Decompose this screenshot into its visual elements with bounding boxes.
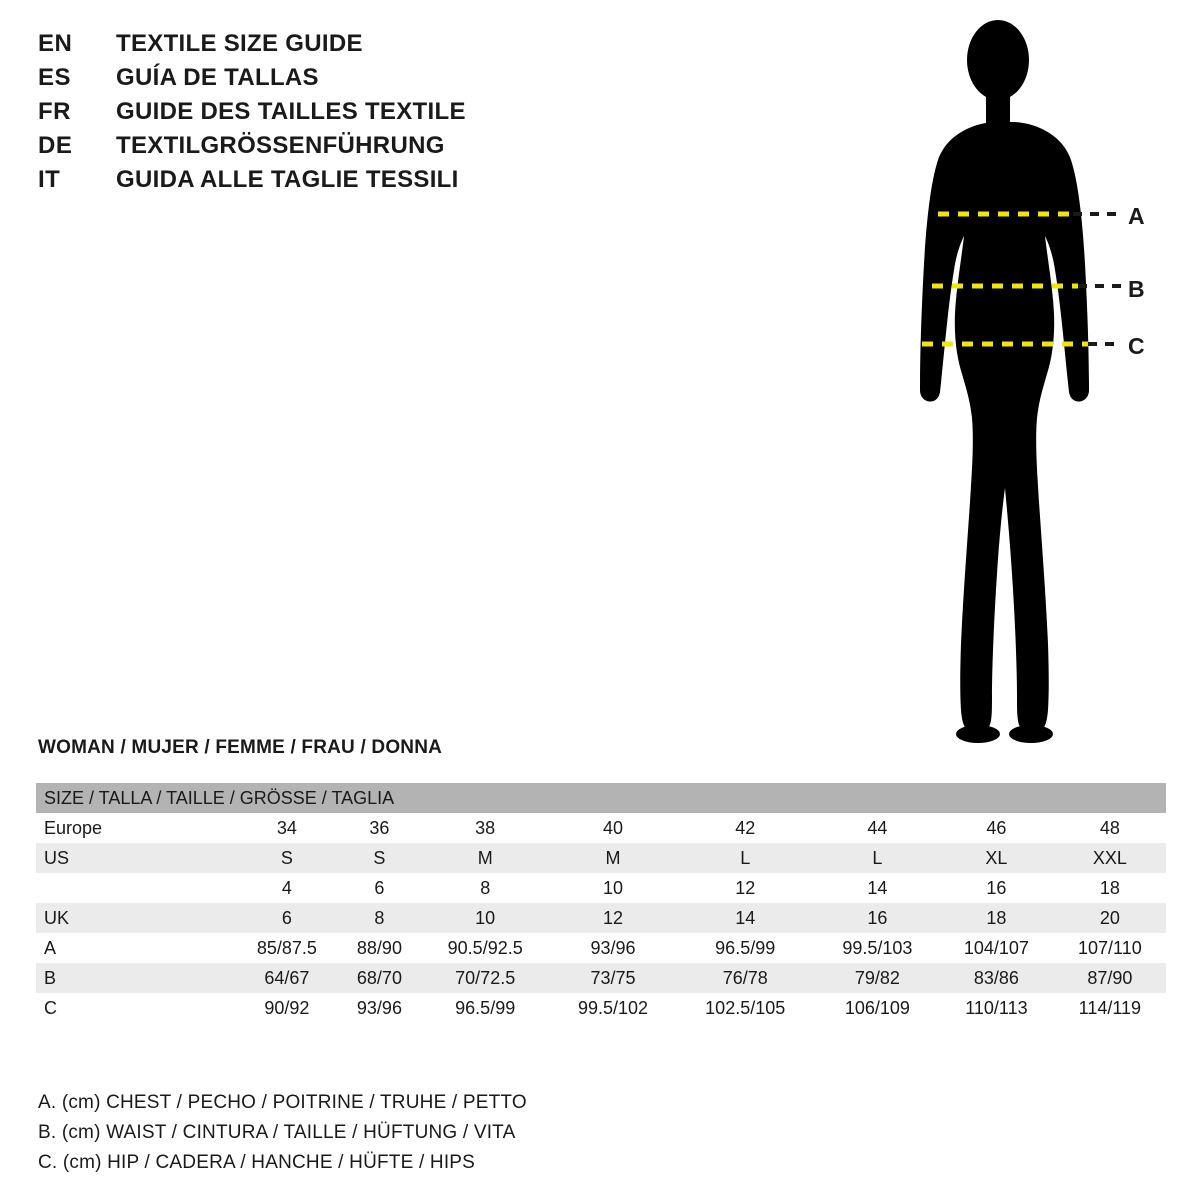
row-label-c: C (36, 993, 234, 1023)
table-cell: XL (939, 843, 1054, 873)
table-cell: 14 (675, 903, 816, 933)
table-cell: 4 (234, 873, 340, 903)
table-header-label: SIZE / TALLA / TAILLE / GRÖSSE / TAGLIA (36, 783, 1166, 813)
table-cell: M (419, 843, 551, 873)
table-cell: 87/90 (1054, 963, 1166, 993)
table-cell: 36 (340, 813, 419, 843)
table-row (36, 843, 1166, 873)
table-cell: 76/78 (675, 963, 816, 993)
title-row (38, 132, 658, 166)
table-cell: XXL (1054, 843, 1166, 873)
table-cell: 114/119 (1054, 993, 1166, 1023)
female-silhouette-icon (860, 18, 1190, 748)
table-cell: 44 (816, 813, 939, 843)
table-cell: L (816, 843, 939, 873)
table-cell: 40 (551, 813, 674, 843)
title-row (38, 64, 658, 98)
table-cell: 8 (419, 873, 551, 903)
table-cell: 68/70 (340, 963, 419, 993)
table-cell: 85/87.5 (234, 933, 340, 963)
table-cell: 70/72.5 (419, 963, 551, 993)
row-label-us-numeric (36, 873, 234, 903)
title-row (38, 30, 658, 64)
section-heading-woman: WOMAN / MUJER / FEMME / FRAU / DONNA (38, 737, 443, 758)
table-row (36, 873, 1166, 903)
table-cell: 79/82 (816, 963, 939, 993)
title-lang-it: IT (38, 166, 61, 193)
marker-label-b: B (1128, 276, 1145, 302)
table-cell: 107/110 (1054, 933, 1166, 963)
table-cell: 90/92 (234, 993, 340, 1023)
table-cell: 16 (816, 903, 939, 933)
title-text-en: TEXTILE SIZE GUIDE (116, 30, 363, 57)
footnotes (38, 1088, 527, 1178)
row-label-us: US (36, 843, 234, 873)
table-cell: 38 (419, 813, 551, 843)
table-cell: M (551, 843, 674, 873)
title-lang-de: DE (38, 132, 73, 159)
row-label-b: B (36, 963, 234, 993)
title-block (38, 30, 658, 200)
table-cell: 99.5/103 (816, 933, 939, 963)
table-cell: 96.5/99 (419, 993, 551, 1023)
table-cell: 83/86 (939, 963, 1054, 993)
table-cell: 20 (1054, 903, 1166, 933)
table-cell: 106/109 (816, 993, 939, 1023)
table-cell: 48 (1054, 813, 1166, 843)
table-row (36, 963, 1166, 993)
table-cell: 96.5/99 (675, 933, 816, 963)
size-table (36, 783, 1166, 1023)
table-cell: 12 (551, 903, 674, 933)
marker-label-c: C (1128, 333, 1145, 359)
table-cell: 6 (234, 903, 340, 933)
title-row (38, 98, 658, 132)
title-text-it: GUIDA ALLE TAGLIE TESSILI (116, 166, 459, 193)
table-cell: 14 (816, 873, 939, 903)
table-cell: 90.5/92.5 (419, 933, 551, 963)
table-row (36, 993, 1166, 1023)
table-cell: 73/75 (551, 963, 674, 993)
footnote-a: A. (cm) CHEST / PECHO / POITRINE / TRUHE / PETTO (38, 1092, 527, 1113)
table-cell: 10 (551, 873, 674, 903)
table-cell: 10 (419, 903, 551, 933)
body-figure (860, 18, 1190, 748)
table-cell: 99.5/102 (551, 993, 674, 1023)
table-cell: S (234, 843, 340, 873)
title-lang-fr: FR (38, 98, 71, 125)
marker-label-a: A (1128, 203, 1145, 229)
table-cell: L (675, 843, 816, 873)
table-cell: 93/96 (551, 933, 674, 963)
table-cell: 93/96 (340, 993, 419, 1023)
table-cell: 12 (675, 873, 816, 903)
title-row (38, 166, 658, 200)
row-label-europe: Europe (36, 813, 234, 843)
table-cell: 18 (1054, 873, 1166, 903)
table-row (36, 903, 1166, 933)
table-header-row (36, 783, 1166, 813)
table-cell: 102.5/105 (675, 993, 816, 1023)
table-cell: 88/90 (340, 933, 419, 963)
table-cell: 6 (340, 873, 419, 903)
footnote-c: C. (cm) HIP / CADERA / HANCHE / HÜFTE / HIPS (38, 1152, 476, 1173)
table-cell: 104/107 (939, 933, 1054, 963)
row-label-uk: UK (36, 903, 234, 933)
title-lang-en: EN (38, 30, 73, 57)
title-text-fr: GUIDE DES TAILLES TEXTILE (116, 98, 466, 125)
table-cell: 34 (234, 813, 340, 843)
table-cell: 42 (675, 813, 816, 843)
table-cell: 8 (340, 903, 419, 933)
footnote-b: B. (cm) WAIST / CINTURA / TAILLE / HÜFTUNG / VITA (38, 1122, 516, 1143)
table-cell: 46 (939, 813, 1054, 843)
title-text-es: GUÍA DE TALLAS (116, 64, 319, 91)
table-row (36, 933, 1166, 963)
row-label-a: A (36, 933, 234, 963)
table-cell: 110/113 (939, 993, 1054, 1023)
table-row (36, 813, 1166, 843)
table-cell: S (340, 843, 419, 873)
table-cell: 64/67 (234, 963, 340, 993)
title-lang-es: ES (38, 64, 72, 91)
table-cell: 16 (939, 873, 1054, 903)
table-cell: 18 (939, 903, 1054, 933)
title-text-de: TEXTILGRÖSSENFÜHRUNG (116, 132, 445, 159)
